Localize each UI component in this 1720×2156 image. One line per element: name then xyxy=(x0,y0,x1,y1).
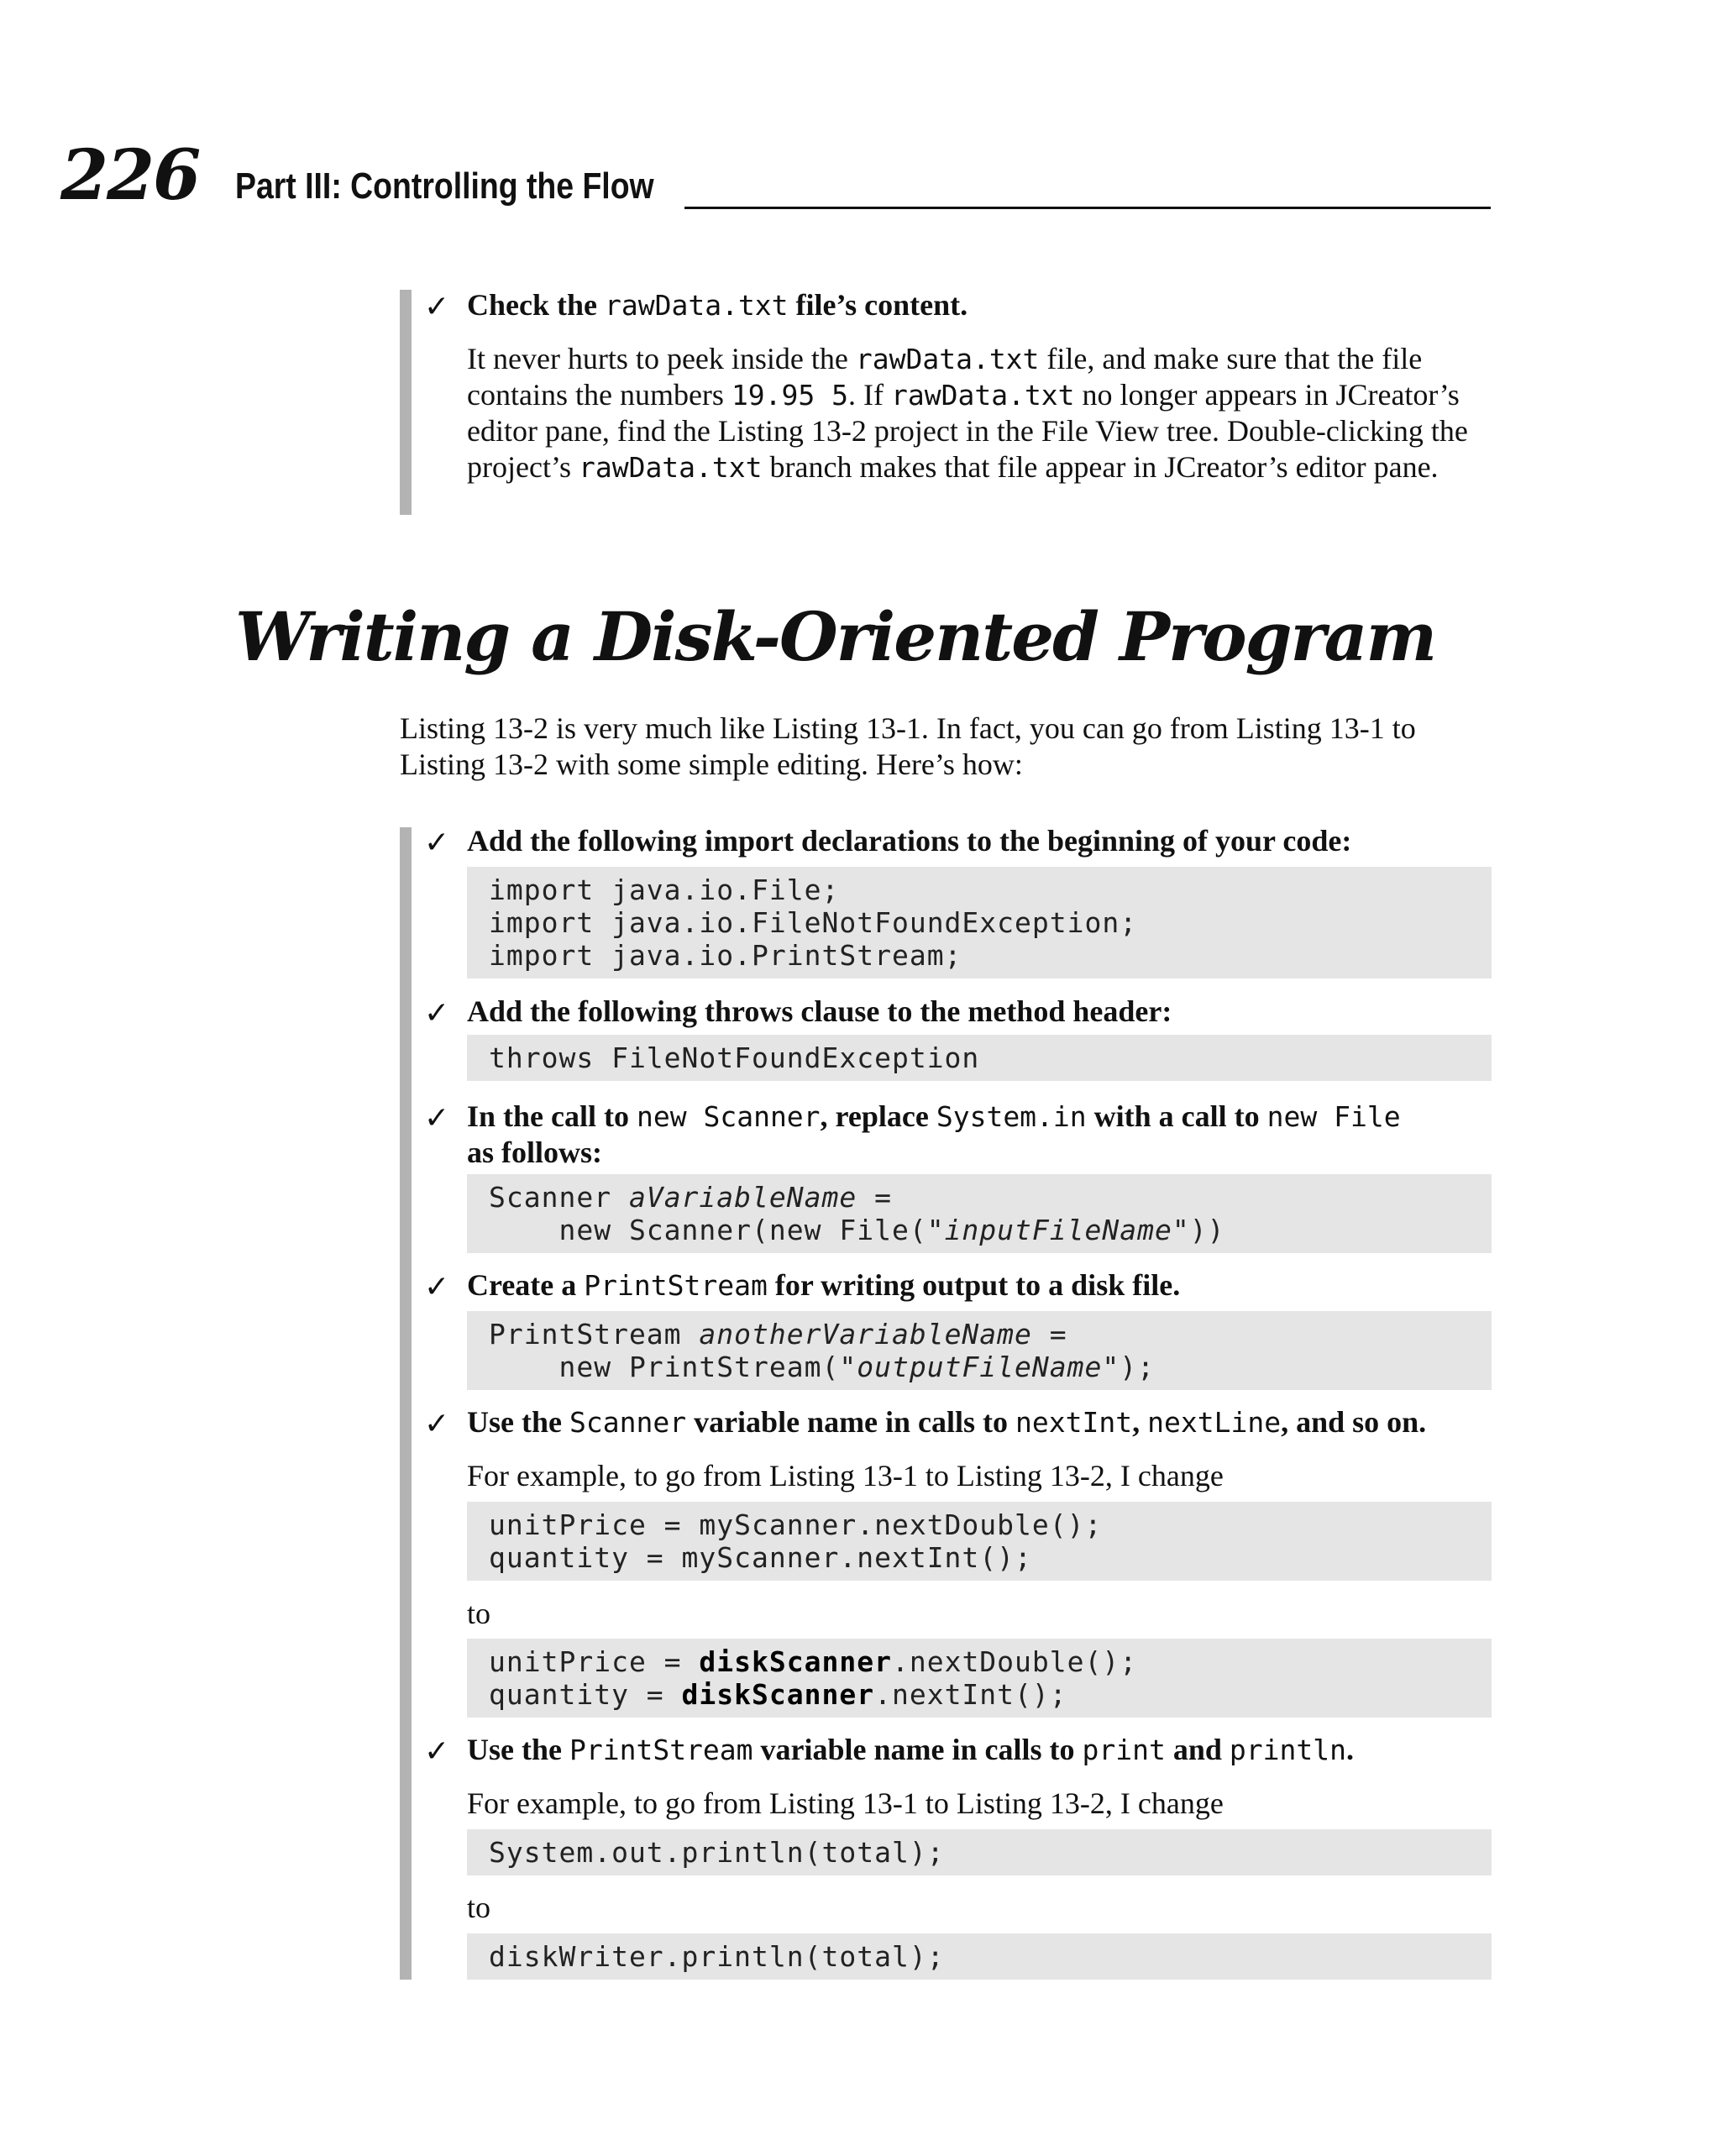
step-5-to: to xyxy=(467,1597,491,1630)
step-2-code: throws FileNotFoundException xyxy=(467,1035,1492,1081)
step-5-body: For example, to go from Listing 13-1 to Listing 13-2, I change xyxy=(467,1459,1224,1492)
step-1-heading: Add the following import declarations to the beginning of your code: xyxy=(467,824,1352,858)
step-6-code-before: System.out.println(total); xyxy=(467,1829,1492,1875)
check-mark-icon: ✓ xyxy=(424,1101,450,1136)
page-number: 226 xyxy=(60,135,200,216)
step-3-code: Scanner aVariableName = new Scanner(new File("inputFileName")) xyxy=(467,1174,1492,1253)
tip-paragraph: It never hurts to peek inside the rawData.txt file, and make sure that the file contains the numbers 19.95 5. If rawData.txt no longer appears in JCreator’s editor pane, find the Listing 13-2 project in the File View tree. Double-clicking the project’s rawData.txt branch makes that file appear in JCreator’s editor pane. xyxy=(467,342,1468,484)
header-rule xyxy=(684,207,1491,209)
check-mark-icon: ✓ xyxy=(424,996,450,1031)
check-mark-icon: ✓ xyxy=(424,1407,450,1441)
step-2-heading: Add the following throws clause to the method header: xyxy=(467,994,1172,1028)
step-1-code: import java.io.File; import java.io.FileNotFoundException; import java.io.PrintStream; xyxy=(467,867,1492,978)
step-6-heading: Use the PrintStream variable name in calls to print and println. xyxy=(467,1733,1354,1766)
check-mark-icon: ✓ xyxy=(424,290,450,324)
section-title: Writing a Disk-Oriented Program xyxy=(235,597,1436,676)
step-5-code-after: unitPrice = diskScanner.nextDouble(); quantity = diskScanner.nextInt(); xyxy=(467,1639,1492,1718)
tip-heading: Check the rawData.txt file’s content. xyxy=(467,288,968,322)
step-4-heading: Create a PrintStream for writing output to a disk file. xyxy=(467,1268,1181,1302)
check-mark-icon: ✓ xyxy=(424,1734,450,1769)
step-5-code-before: unitPrice = myScanner.nextDouble(); quantity = myScanner.nextInt(); xyxy=(467,1502,1492,1581)
check-mark-icon: ✓ xyxy=(424,826,450,860)
tip-sidebar-bar xyxy=(400,290,412,515)
step-6-body: For example, to go from Listing 13-1 to Listing 13-2, I change xyxy=(467,1786,1224,1820)
section-intro: Listing 13-2 is very much like Listing 13-1. In fact, you can go from Listing 13-1 to Listing 13-2 with some simple editing. Here’s how: xyxy=(400,711,1416,781)
step-6-code-after: diskWriter.println(total); xyxy=(467,1933,1492,1980)
check-mark-icon: ✓ xyxy=(424,1270,450,1304)
running-head: Part III: Controlling the Flow xyxy=(235,165,654,207)
steps-sidebar-bar xyxy=(400,827,412,1980)
step-6-to: to xyxy=(467,1891,491,1924)
step-5-heading: Use the Scanner variable name in calls to nextInt, nextLine, and so on. xyxy=(467,1405,1427,1439)
step-4-code: PrintStream anotherVariableName = new PrintStream("outputFileName"); xyxy=(467,1311,1492,1390)
step-3-heading: In the call to new Scanner, replace System.in with a call to new File as follows: xyxy=(467,1099,1401,1169)
